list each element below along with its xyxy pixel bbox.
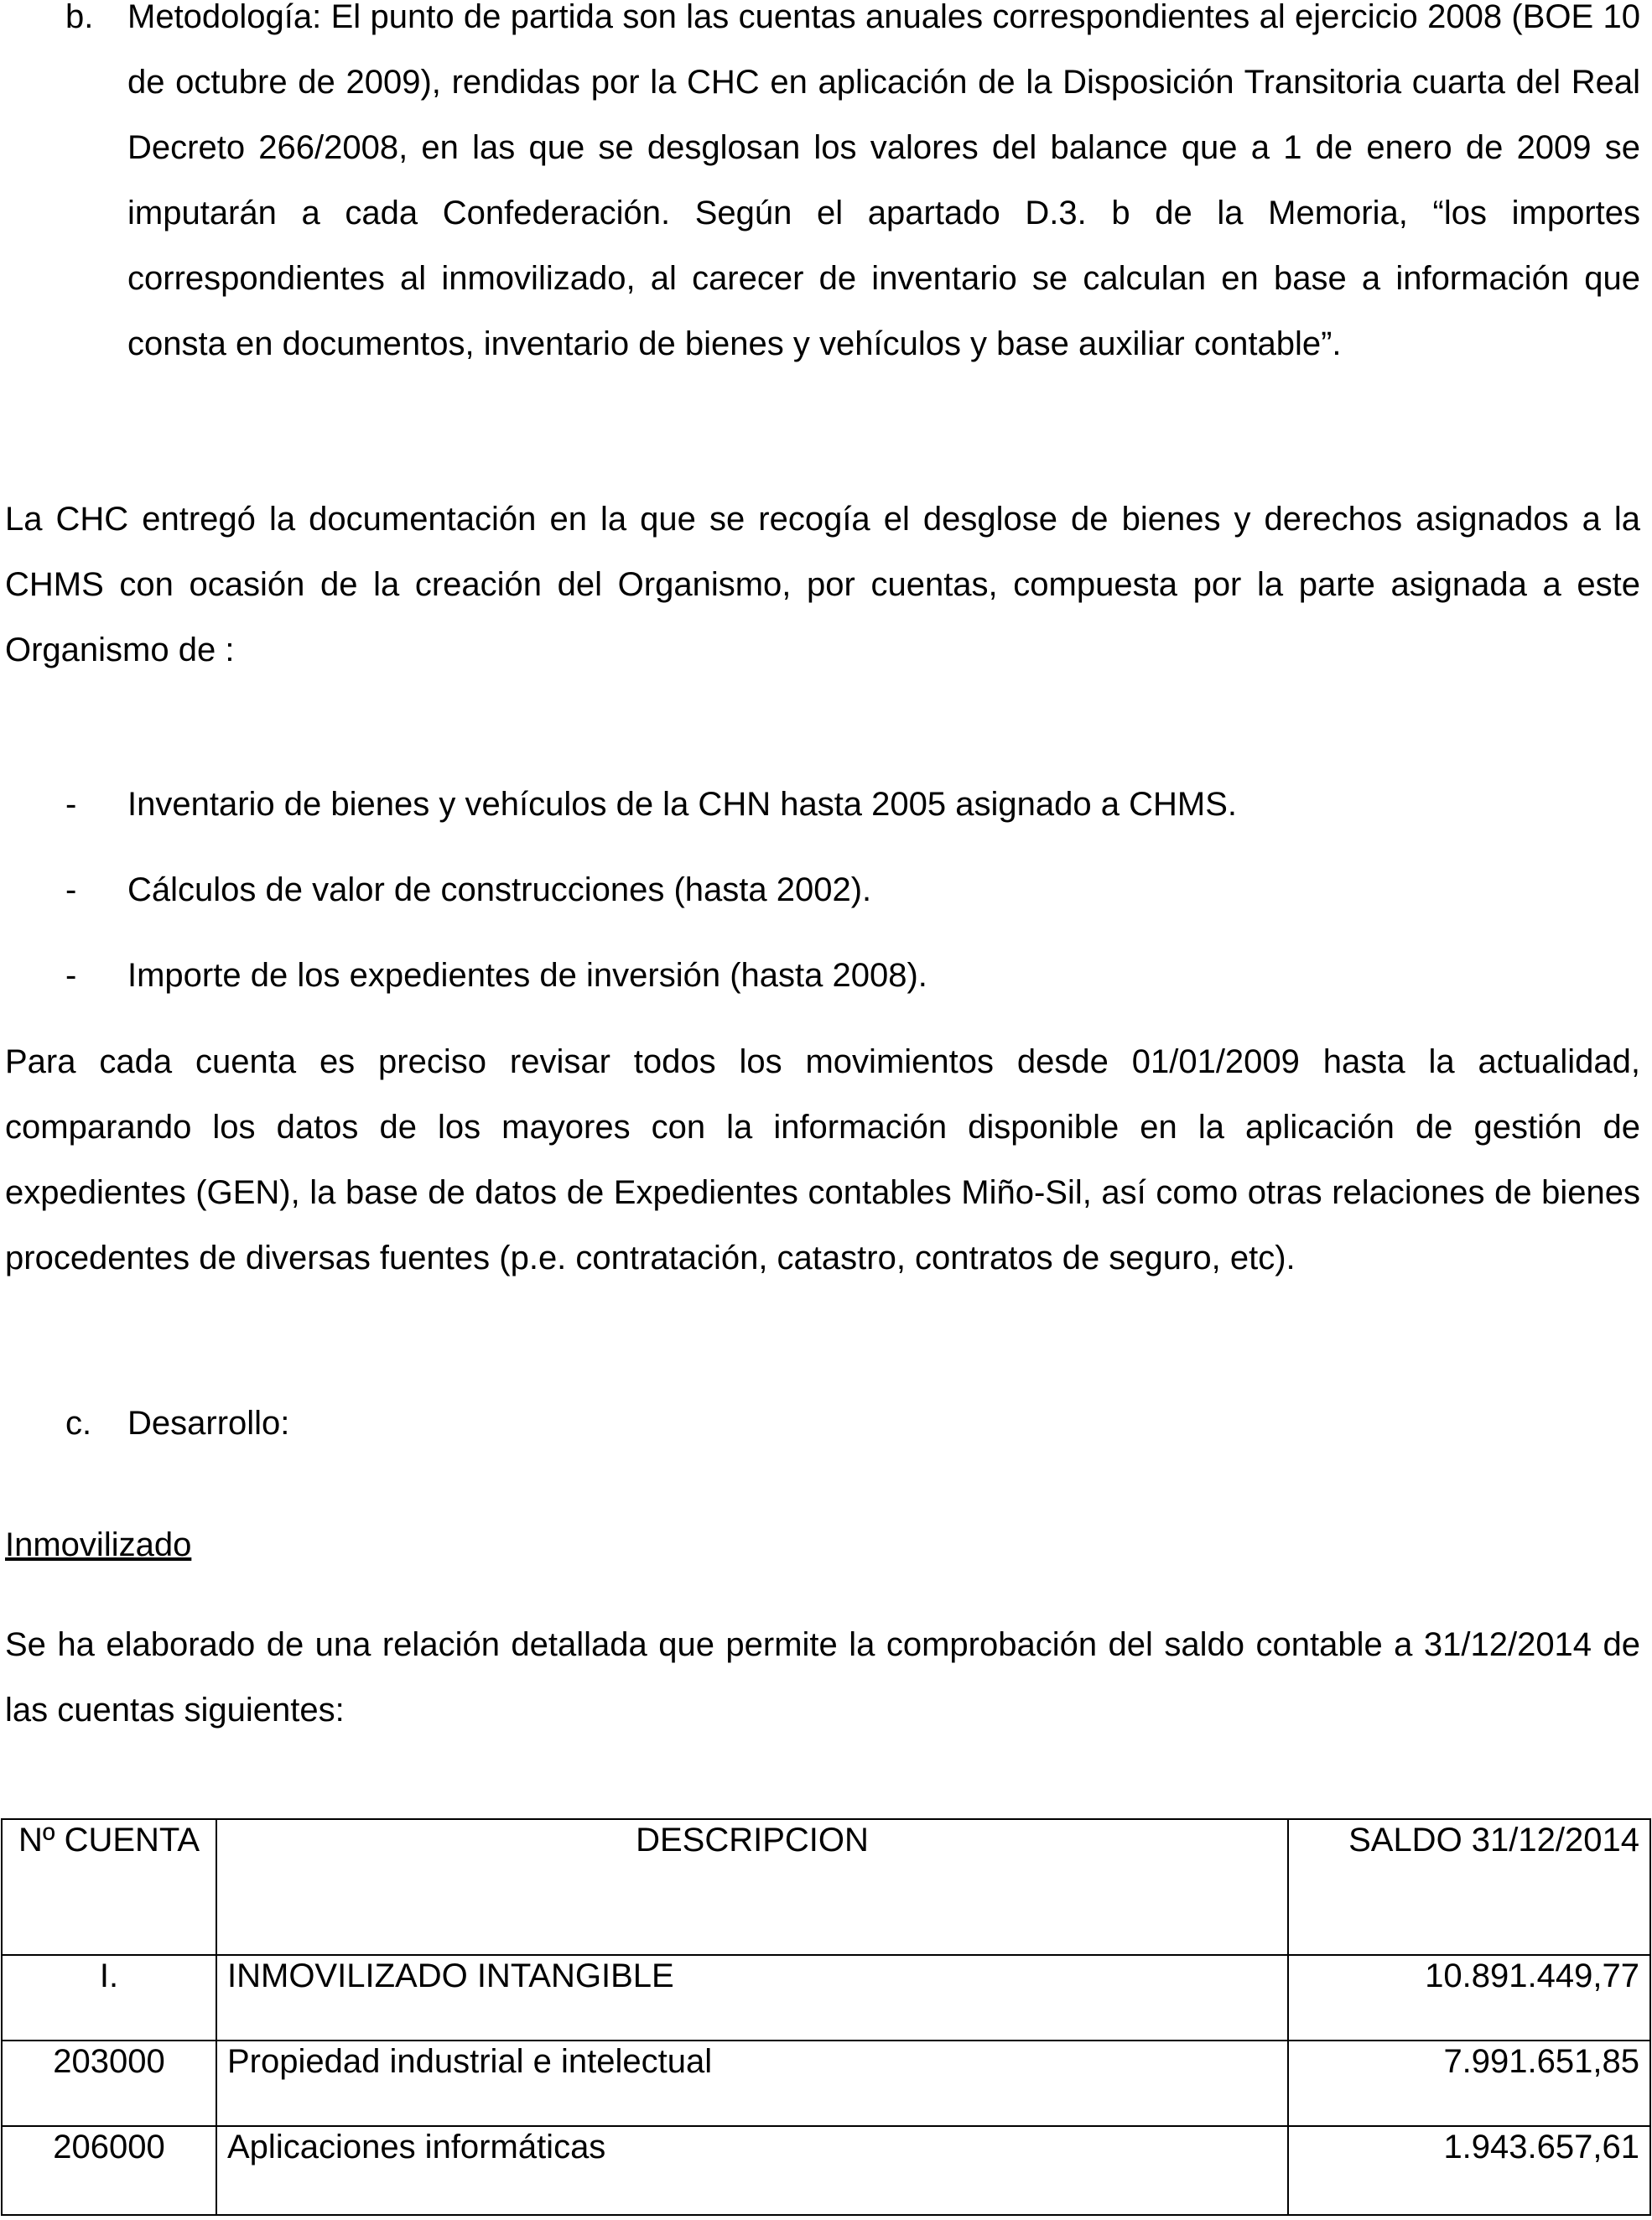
cell-account: 206000	[2, 2126, 216, 2215]
list-marker-c: c.	[65, 1405, 92, 1442]
table-row	[2, 2126, 1650, 2215]
section-heading-inmovilizado: Inmovilizado	[5, 1526, 192, 1563]
table-row	[2, 1955, 1650, 2041]
list-item: Cálculos de valor de construcciones (hasta 2002).	[127, 871, 872, 908]
cell-description: Aplicaciones informáticas	[216, 2126, 1288, 2215]
cell-balance: 1.943.657,61	[1288, 2126, 1650, 2215]
cell-account: 203000	[2, 2041, 216, 2126]
cell-description: Propiedad industrial e intelectual	[216, 2041, 1288, 2126]
intro-paragraph: La CHC entregó la documentación en la que se recogía el desglose de bienes y derechos asignados a la CHMS con ocasión de la creación del Organismo, por cuentas, compuesta por la parte asignada a este Organismo de :	[5, 501, 1640, 668]
list-item: Importe de los expedientes de inversión (hasta 2008).	[127, 957, 927, 994]
header-account-number: Nº CUENTA	[2, 1819, 216, 1955]
header-description: DESCRIPCION	[216, 1819, 1288, 1955]
cell-description: INMOVILIZADO INTANGIBLE	[216, 1955, 1288, 2041]
review-paragraph: Para cada cuenta es preciso revisar todos los movimientos desde 01/01/2009 hasta la actualidad, comparando los datos de los mayores con la información disponible en la aplicación de gestión de expedientes (GEN), la base de datos de Expedientes contables Miño-Sil, así como otras relaciones de bienes procedentes de diversas fuentes (p.e. contratación, catastro, contratos de seguro, etc).	[5, 1043, 1640, 1276]
methodology-paragraph: Metodología: El punto de partida son las cuentas anuales correspondientes al ejercicio 2008 (BOE 10 de octubre de 2009), rendidas por la CHC en aplicación de la Disposición Transitoria cuarta del Real Decreto 266/2008, en las que se desglosan los valores del balance que a 1 de enero de 2009 se imputarán a cada Confederación. Según el apartado D.3. b de la Memoria, “los importes correspondientes al inmovilizado, al carecer de inventario se calculan en base a información que consta en documentos, inventario de bienes y vehículos y base auxiliar contable”.	[127, 0, 1640, 362]
header-balance: SALDO 31/12/2014	[1288, 1819, 1650, 1955]
accounts-table	[1, 1818, 1651, 2216]
cell-balance: 10.891.449,77	[1288, 1955, 1650, 2041]
dash-marker: -	[65, 786, 77, 823]
cell-account: I.	[2, 1955, 216, 2041]
cell-balance: 7.991.651,85	[1288, 2041, 1650, 2126]
dash-marker: -	[65, 871, 77, 908]
list-marker-b: b.	[65, 0, 94, 35]
table-header-row	[2, 1819, 1650, 1955]
development-heading: Desarrollo:	[127, 1405, 290, 1442]
dash-marker: -	[65, 957, 77, 994]
list-item: Inventario de bienes y vehículos de la CHN hasta 2005 asignado a CHMS.	[127, 786, 1237, 823]
table-row	[2, 2041, 1650, 2126]
table-intro-paragraph: Se ha elaborado de una relación detallada que permite la comprobación del saldo contable a 31/12/2014 de las cuentas siguientes:	[5, 1626, 1640, 1729]
